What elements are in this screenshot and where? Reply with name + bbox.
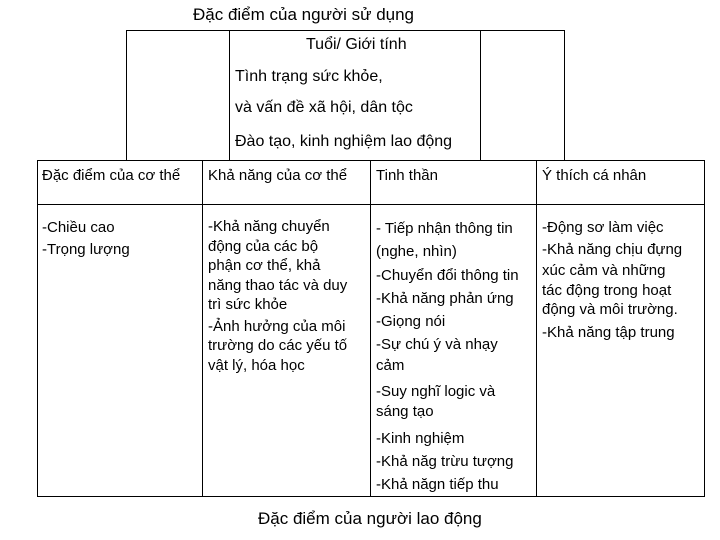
list-item: phận cơ thể, khả	[208, 257, 321, 274]
list-item: vật lý, hóa học	[208, 356, 305, 374]
top-title: Đặc điểm của người sử dụng	[193, 5, 415, 24]
bottom-title: Đặc điểm của người lao động	[258, 509, 482, 528]
list-item: -Ảnh hưởng của môi	[208, 317, 346, 335]
list-item: sáng tạo	[376, 403, 434, 421]
cell-mental	[376, 217, 519, 497]
list-item: -Khả năng tập trung	[542, 323, 675, 341]
list-item: - Tiếp nhận thông tin	[376, 220, 513, 237]
top-box-inner-left	[229, 30, 230, 160]
list-item: (nghe, nhìn)	[376, 243, 457, 261]
list-item: -Chiều cao	[42, 219, 115, 236]
cell-personal-preferences	[542, 217, 682, 342]
table-col-divider-3	[536, 160, 537, 497]
list-item: -Sự chú ý và nhạy	[376, 336, 498, 354]
header-body-characteristics: Đặc điểm của cơ thể	[42, 167, 181, 184]
top-box-health: Tình trạng sức khỏe,	[235, 68, 383, 85]
list-item: cảm	[376, 356, 405, 374]
top-box-training: Đào tạo, kinh nghiệm lao động	[235, 133, 453, 150]
list-item: tác động trong hoạt	[542, 281, 672, 299]
list-item: -Khả năng chịu đựng	[542, 241, 683, 258]
top-box-border-left	[126, 30, 127, 160]
list-item: trường do các yếu tố	[208, 337, 348, 354]
list-item: -Suy nghĩ logic và	[376, 383, 496, 401]
top-box-inner-right	[480, 30, 481, 160]
table-border-right	[704, 160, 705, 497]
cell-body-characteristics	[42, 217, 130, 261]
list-item: xúc cảm và những	[542, 262, 666, 279]
cell-body-abilities	[208, 217, 347, 375]
top-box-age-gender: Tuổi/ Giới tính	[306, 36, 407, 53]
list-item: -Động sơ làm việc	[542, 219, 664, 236]
list-item: -Trọng lượng	[42, 241, 130, 258]
top-box-social: và vấn đề xã hội, dân tộc	[235, 99, 413, 116]
list-item: -Khả năg trừu tượng	[376, 452, 514, 470]
table-col-divider-1	[202, 160, 203, 497]
list-item: -Kinh nghiệm	[376, 429, 465, 447]
top-box-border-top	[126, 30, 564, 31]
list-item: -Giọng nói	[376, 313, 446, 331]
list-item: -Khả năng chuyển	[208, 218, 330, 235]
list-item: -Khả năgn tiếp thu	[376, 476, 499, 494]
header-mental: Tinh thần	[376, 167, 438, 184]
list-item: trì sức khỏe	[208, 296, 288, 313]
top-box-border-right	[564, 30, 565, 160]
header-body-abilities: Khả năng của cơ thể	[208, 167, 348, 184]
table-border-left	[37, 160, 38, 497]
list-item: động và môi trường.	[542, 301, 678, 318]
list-item: -Khả năng phản ứng	[376, 289, 514, 307]
list-item: năng thao tác và duy	[208, 276, 348, 294]
list-item: -Chuyển đổi thông tin	[376, 266, 519, 284]
table-col-divider-2	[370, 160, 371, 497]
list-item: động của các bộ	[208, 237, 319, 255]
header-personal-preferences: Ý thích cá nhân	[542, 167, 647, 184]
